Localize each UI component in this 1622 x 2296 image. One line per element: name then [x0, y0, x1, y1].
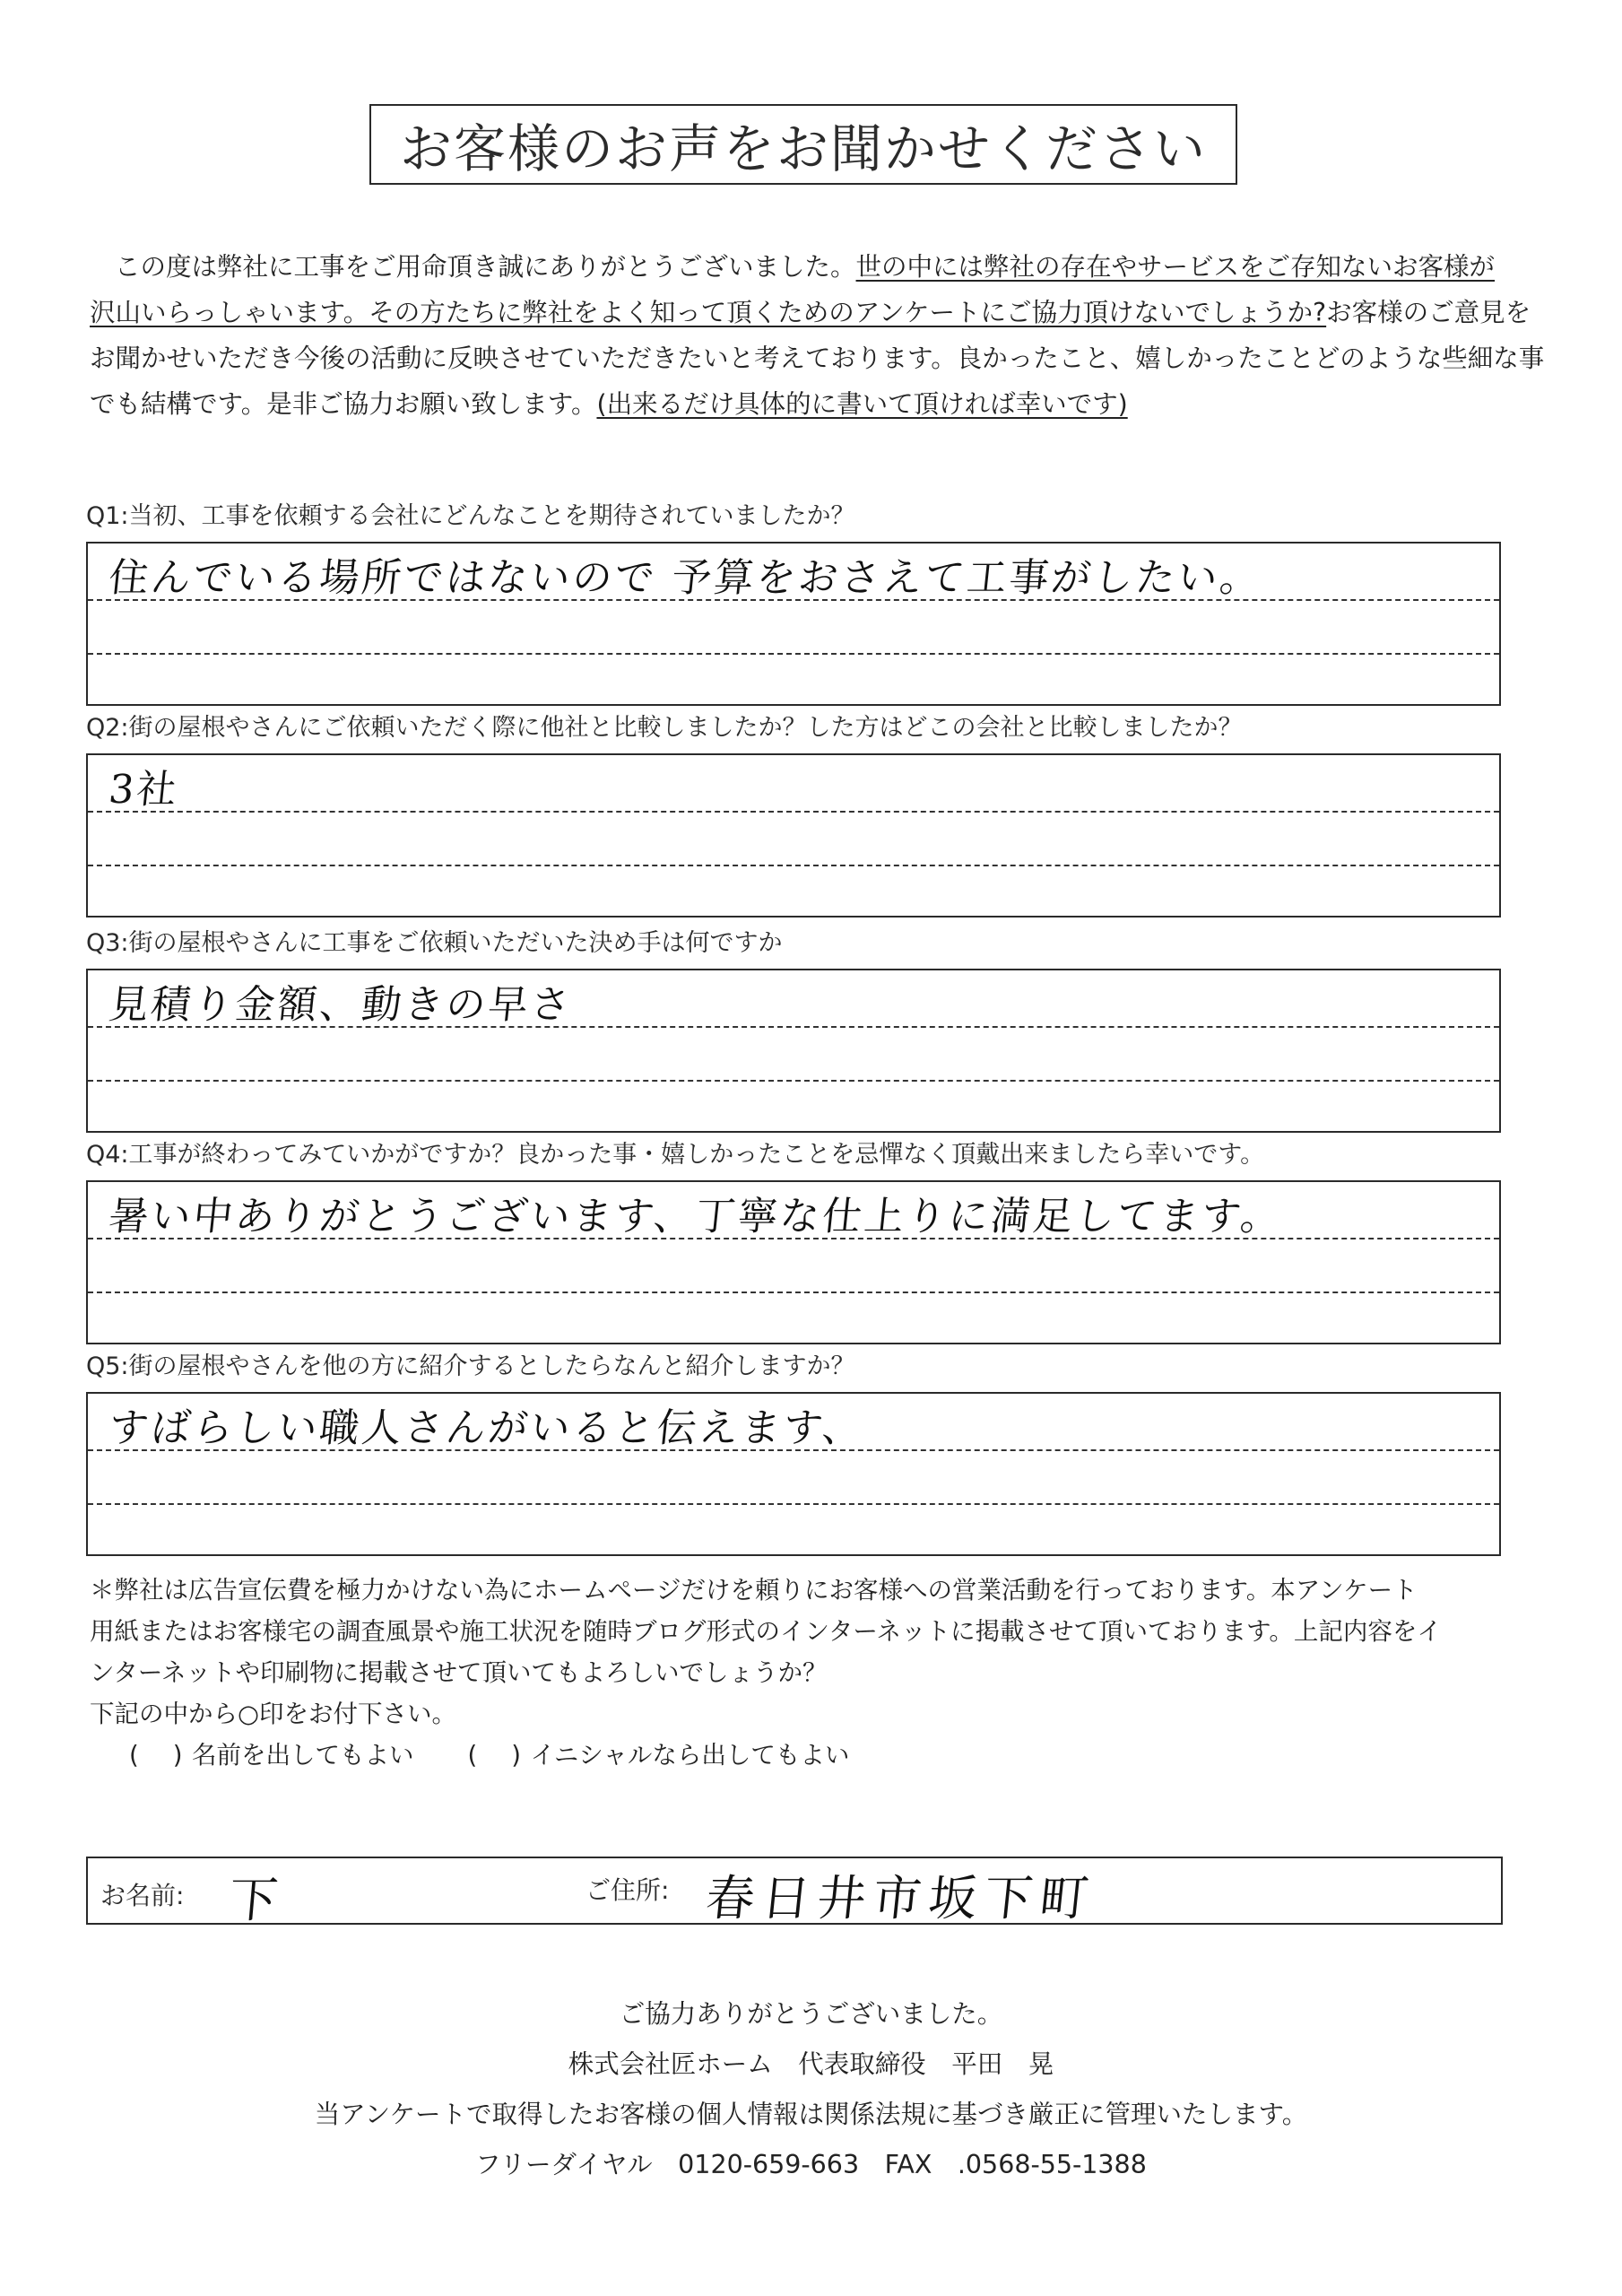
- question-label: Q4:工事が終わってみていかがですか？良かった事・嬉しかったことを忌憚なく頂戴出来ましたら幸いです。: [86, 1141, 1265, 1169]
- title-box: [369, 104, 1237, 185]
- privacy-statement: 当アンケートで取得したお客様の個人情報は関係法規に基づき厳正に管理いたします。: [314, 2100, 1308, 2129]
- intro-line2-text: お客様のご意見を: [1326, 298, 1531, 327]
- question-label: Q1:当初、工事を依頼する会社にどんなことを期待されていましたか？: [86, 502, 855, 530]
- dashed-rule: [88, 653, 1499, 655]
- notice-line: 用紙またはお客様宅の調査風景や施工状況を随時ブログ形式のインターネットに掲載させて頂いております。上記内容をイ: [90, 1617, 1442, 1646]
- question-5: [86, 1349, 1503, 1556]
- question-label: Q2:街の屋根やさんにご依頼いただく際に他社と比較しましたか？した方はどこの会社と比較しましたか？: [86, 714, 1243, 742]
- question-2: [86, 710, 1503, 918]
- name-label: お名前:: [100, 1881, 185, 1910]
- dashed-rule: [88, 1292, 1499, 1293]
- name-field[interactable]: 下: [226, 1872, 281, 1928]
- intro-line1-text: この度は弊社に工事をご用命頂き誠にありがとうございました。: [115, 252, 856, 282]
- option-initials-ok[interactable]: [468, 1735, 850, 1776]
- question-3: [86, 926, 1503, 1133]
- circle-mark-area[interactable]: ( ): [129, 1741, 183, 1770]
- notice-instruction: 下記の中から○印をお付下さい。: [90, 1700, 456, 1728]
- thanks-text: ご協力ありがとうございました。: [619, 1999, 1003, 2029]
- answer-box[interactable]: [86, 542, 1501, 706]
- consent-options: [90, 1735, 1542, 1776]
- intro-paragraph: [90, 244, 1545, 427]
- dashed-rule: [88, 865, 1499, 866]
- handwritten-answer: 3社: [106, 767, 182, 813]
- option-label: イニシャルなら出してもよい: [530, 1741, 850, 1770]
- question-label: Q3:街の屋根やさんに工事をご依頼いただいた決め手は何ですか: [86, 929, 783, 957]
- intro-line4-text: でも結構です。是非ご協力お願い致します。: [90, 389, 597, 419]
- intro-line4-underlined: (出来るだけ具体的に書いて頂ければ幸いです): [596, 389, 1128, 419]
- handwritten-answer: すばらしい職人さんがいると伝えます、: [106, 1405, 867, 1451]
- answer-box[interactable]: [86, 1392, 1501, 1556]
- option-label: 名前を出してもよい: [192, 1741, 414, 1770]
- address-field[interactable]: 春日井市坂下町: [703, 1870, 1098, 1926]
- option-name-ok[interactable]: [129, 1735, 414, 1776]
- intro-line3-text: お聞かせいただき今後の活動に反映させていただきたいと考えております。良かったこと、嬉しかったことどのような些細な事: [90, 344, 1545, 373]
- company-signature: 株式会社匠ホーム 代表取締役 平田 晃: [568, 2049, 1054, 2079]
- handwritten-answer: 住んでいる場所ではないので 予算をおさえて工事がしたい。: [106, 555, 1265, 601]
- customer-info-box: [86, 1857, 1503, 1928]
- publication-notice: [90, 1570, 1542, 1776]
- answer-box[interactable]: [86, 1180, 1501, 1344]
- dashed-rule: [88, 811, 1499, 813]
- notice-line: ンターネットや印刷物に掲載させて頂いてもよろしいでしょうか？: [90, 1658, 828, 1687]
- handwritten-answer: 見積り金額、動きの早さ: [106, 982, 576, 1028]
- answer-box[interactable]: [86, 753, 1501, 918]
- answer-box[interactable]: [86, 969, 1501, 1133]
- footer: [0, 1989, 1622, 2190]
- contact-numbers: フリーダイヤル 0120-659-663 FAX .0568-55-1388: [475, 2150, 1147, 2179]
- circle-mark-area[interactable]: ( ): [467, 1741, 521, 1770]
- question-4: [86, 1137, 1503, 1344]
- page-title: お客様のお声をお聞かせください: [399, 118, 1207, 179]
- intro-line2-underlined: 沢山いらっしゃいます。その方たちに弊社をよく知って頂くためのアンケートにご協力頂けないでしょうか?: [90, 298, 1327, 327]
- question-1: [86, 499, 1503, 706]
- dashed-rule: [88, 1503, 1499, 1505]
- notice-line: ＊弊社は広告宣伝費を極力かけない為にホームページだけを頼りにお客様への営業活動を行っております。本アンケート: [90, 1576, 1418, 1605]
- intro-line1-underlined: 世の中には弊社の存在やサービスをご存知ないお客様が: [855, 252, 1496, 282]
- dashed-rule: [88, 1080, 1499, 1082]
- handwritten-answer: 暑い中ありがとうございます、丁寧な仕上りに満足してます。: [106, 1194, 1286, 1239]
- question-label: Q5:街の屋根やさんを他の方に紹介するとしたらなんと紹介しますか？: [86, 1352, 855, 1380]
- address-label: ご住所:: [585, 1875, 670, 1905]
